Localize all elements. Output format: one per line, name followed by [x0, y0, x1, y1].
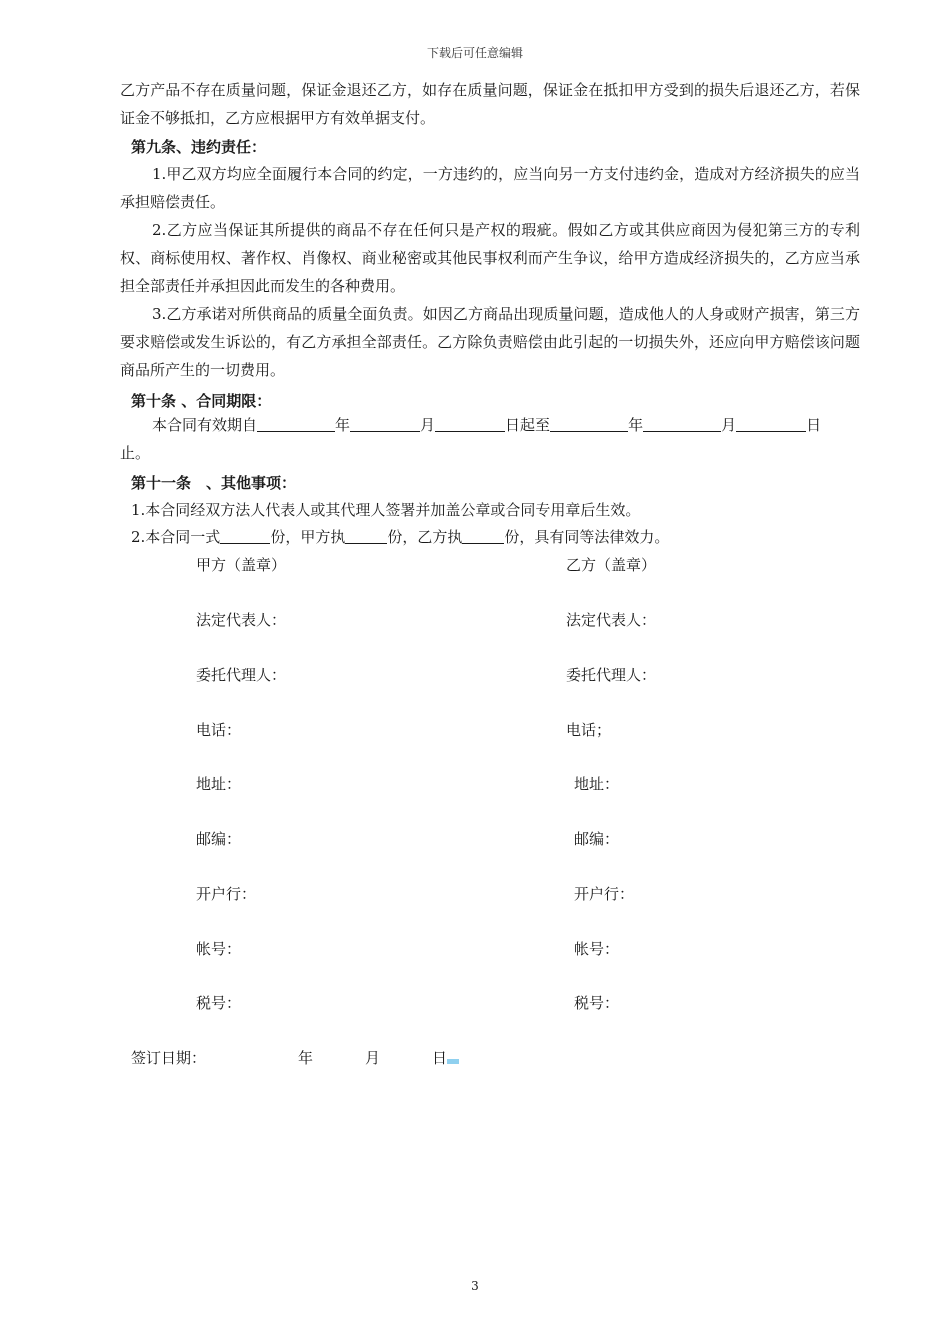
blank-start-year [257, 415, 335, 432]
party-a-tax-id: 税号： [196, 994, 242, 1012]
party-b-bank: 开户行： [574, 885, 635, 903]
blank-party-a-copies [345, 527, 387, 544]
page-number: 3 [471, 1279, 479, 1293]
party-b-account: 帐号： [574, 940, 620, 958]
party-b-agent: 委托代理人： [566, 666, 657, 684]
article-10-term [120, 411, 860, 467]
term-day-label: 日 [806, 416, 822, 434]
blank-start-month [350, 415, 420, 432]
term-month-label: 月 [721, 416, 737, 434]
party-b-seal-label: 乙方（盖章） [566, 556, 657, 574]
page-header: 下载后可任意编辑 [426, 46, 523, 60]
party-b-copies-label: 份，乙方执 [387, 528, 463, 546]
article-9-clause-2: 2.乙方应当保证其所提供的商品不存在任何只是产权的瑕疵。假如乙方或其供应商因为侵犯第三方的专利权、商标使用权、著作权、肖像权、商业秘密或其他民事权利而产生争议，给甲方造成经济损失的，乙方应当承担全部责任并承担因此而发生的各种费用。 [120, 221, 860, 295]
party-b-tax-id: 税号： [574, 994, 620, 1012]
blank-party-b-copies [462, 527, 504, 544]
party-a-copies-label: 份，甲方执 [270, 528, 346, 546]
article-9-heading: 第九条、违约责任： [131, 138, 267, 156]
article-11-item-1: 1.本合同经双方法人代表人或其代理人签署并加盖公章或合同专用章后生效。 [131, 501, 641, 519]
term-from-label: 本合同有效期自 [152, 416, 258, 434]
party-a-address: 地址： [196, 775, 242, 793]
term-end-text: 止。 [120, 444, 151, 462]
term-year-label: 年 [628, 416, 644, 434]
party-a-account: 帐号： [196, 940, 242, 958]
article-11-heading: 第十一条 、其他事项： [131, 474, 297, 492]
term-month-label: 月 [420, 416, 436, 434]
party-a-seal-label: 甲方（盖章） [196, 556, 287, 574]
party-b-legal-rep: 法定代表人： [566, 611, 657, 629]
signing-date-day [432, 1047, 459, 1068]
party-b-address: 地址： [574, 775, 620, 793]
article-11-item-2 [131, 526, 669, 547]
highlight-mark [447, 1059, 459, 1064]
signing-date-day-label: 日 [432, 1049, 448, 1067]
signing-date-month: 月 [365, 1049, 381, 1067]
term-year-label: 年 [335, 416, 351, 434]
term-to-label: 日起至 [505, 416, 551, 434]
blank-end-day [736, 415, 806, 432]
party-a-phone: 电话： [196, 721, 242, 739]
party-a-legal-rep: 法定代表人： [196, 611, 287, 629]
party-b-phone: 电话； [566, 721, 612, 739]
copies-tail: 份，具有同等法律效力。 [504, 528, 670, 546]
party-a-agent: 委托代理人： [196, 666, 287, 684]
signing-date-year: 年 [298, 1049, 314, 1067]
article-10-heading: 第十条 、合同期限： [131, 392, 272, 410]
signing-date-label: 签订日期： [131, 1049, 207, 1067]
blank-end-year [550, 415, 628, 432]
party-a-bank: 开户行： [196, 885, 257, 903]
paragraph-continued: 乙方产品不存在质量问题，保证金退还乙方，如存在质量问题，保证金在抵扣甲方受到的损失后退还乙方，若保证金不够抵扣，乙方应根据甲方有效单据支付。 [120, 81, 860, 127]
article-9-clause-3: 3.乙方承诺对所供商品的质量全面负责。如因乙方商品出现质量问题，造成他人的人身或财产损害，第三方要求赔偿或发生诉讼的，有乙方承担全部责任。乙方除负责赔偿由此引起的一切损失外，还应向甲方赔偿该问题商品所产生的一切费用。 [120, 305, 860, 379]
blank-start-day [435, 415, 505, 432]
party-b-postcode: 邮编： [574, 830, 620, 848]
party-a-postcode: 邮编： [196, 830, 242, 848]
blank-total-copies [220, 527, 270, 544]
article-9-clause-1: 1.甲乙双方均应全面履行本合同的约定，一方违约的，应当向另一方支付违约金，造成对方经济损失的应当承担赔偿责任。 [120, 165, 860, 211]
copies-label: 2.本合同一式 [131, 528, 221, 546]
blank-end-month [643, 415, 721, 432]
